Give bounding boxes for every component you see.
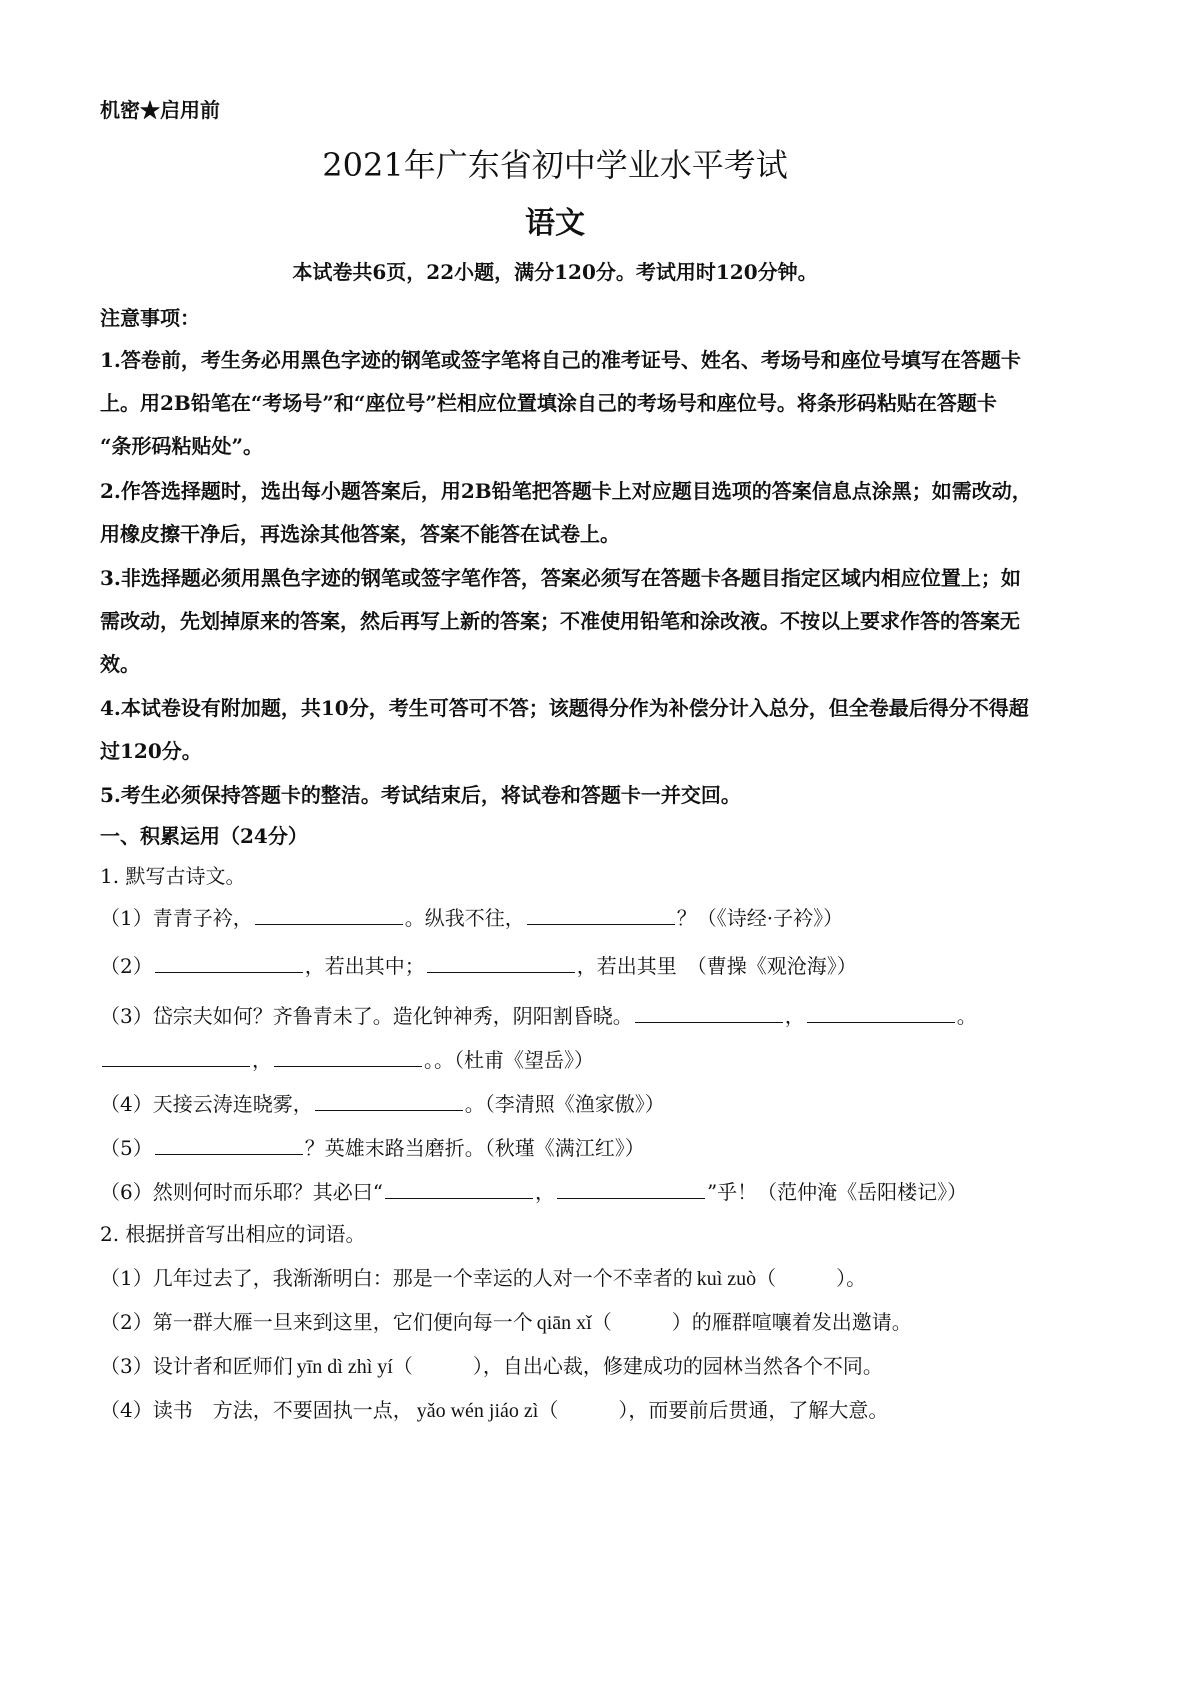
exam-info: 本试卷共6页，22小题，满分120分。考试用时120分钟。 xyxy=(292,260,818,284)
notice-line: 4.本试卷设有附加题，共10分，考生可答可不答；该题得分作为补偿分计入总分，但全卷最后得分不得超 xyxy=(100,696,1029,720)
notice-line: 效。 xyxy=(100,652,140,676)
question-2-stem: 2. 根据拼音写出相应的词语。 xyxy=(100,1222,366,1246)
notice-heading: 注意事项： xyxy=(100,306,200,330)
answer-blank[interactable] xyxy=(255,904,403,925)
notice-line: 需改动，先划掉原来的答案，然后再写上新的答案；不准使用铅笔和涂改液。不按以上要求作答的答案无 xyxy=(100,609,1020,633)
pinyin: kuì zuò xyxy=(696,1268,757,1290)
question-2-item-3: （3）设计者和匠师们 yīn dì zhì yí（ ），自出心裁，修建成功的园林当然各个不同。 xyxy=(100,1354,883,1378)
section-heading: 一、积累运用（24分） xyxy=(100,824,308,848)
question-2-item-2: （2）第一群大雁一旦来到这里，它们便向每一个 qiān xǐ（ ）的雁群喧嚷着发出邀请。 xyxy=(100,1310,912,1334)
question-1-item-3-cont: ， 。。（杜甫《望岳》） xyxy=(100,1044,594,1073)
answer-blank[interactable] xyxy=(315,1090,463,1111)
notice-line: 2.作答选择题时，选出每小题答案后，用2B铅笔把答题卡上对应题目选项的答案信息点涂黑；如需改动， xyxy=(100,479,1032,503)
notice-line: 5.考生必须保持答题卡的整洁。考试结束后，将试卷和答题卡一并交回。 xyxy=(100,783,741,807)
answer-blank[interactable] xyxy=(635,1002,783,1023)
question-1-item-2: （2） ，若出其中； ，若出其里 （曹操《观沧海》） xyxy=(100,954,857,978)
pinyin: yǎo wén jiáo zì xyxy=(416,1400,539,1422)
answer-blank[interactable] xyxy=(427,952,575,973)
question-1-item-3: （3）岱宗夫如何？齐鲁青未了。造化钟神秀，阴阳割昏晓。 ， 。 xyxy=(100,1004,977,1028)
notice-line: 用橡皮擦干净后，再选涂其他答案，答案不能答在试卷上。 xyxy=(100,522,620,546)
confidential-mark: 机密★启用前 xyxy=(100,98,220,122)
question-2-item-4: （4）读书 方法，不要固执一点， yǎo wén jiáo zì（ ），而要前后贯通，了解大意。 xyxy=(100,1398,889,1422)
notice-line: “条形码粘贴处”。 xyxy=(100,434,264,458)
answer-blank[interactable] xyxy=(102,1046,250,1067)
answer-blank[interactable] xyxy=(807,1002,955,1023)
answer-blank[interactable] xyxy=(385,1178,533,1199)
answer-blank[interactable] xyxy=(155,1134,303,1155)
question-2-item-1: （1）几年过去了，我渐渐明白：那是一个幸运的人对一个不幸者的 kuì zuò（ ）。 xyxy=(100,1266,867,1290)
subject-title: 语文 xyxy=(525,206,585,241)
question-1-stem: 1. 默写古诗文。 xyxy=(100,864,246,888)
exam-title: 2021年广东省初中学业水平考试 xyxy=(322,146,788,184)
answer-blank[interactable] xyxy=(274,1046,422,1067)
pinyin: yīn dì zhì yí xyxy=(296,1356,393,1378)
answer-blank[interactable] xyxy=(527,904,675,925)
question-1-item-4: （4）天接云涛连晓雾， 。（李清照《渔家傲》） xyxy=(100,1092,665,1116)
notice-line: 1.答卷前，考生务必用黑色字迹的钢笔或签字笔将自己的准考证号、姓名、考场号和座位号填写在答题卡 xyxy=(100,348,1021,372)
answer-blank[interactable] xyxy=(155,952,303,973)
question-1-item-1: （1）青青子衿， 。纵我不往， ？（《诗经·子衿》） xyxy=(100,906,844,930)
question-1-item-5: （5） ？英雄末路当磨折。（秋瑾《满江红》） xyxy=(100,1136,645,1160)
pinyin: qiān xǐ xyxy=(536,1312,592,1334)
notice-line: 上。用2B铅笔在“考场号”和“座位号”栏相应位置填涂自己的考场号和座位号。将条形码粘贴在答题卡 xyxy=(100,391,997,415)
question-1-item-6: （6）然则何时而乐耶？其必曰“ ， ”乎！（范仲淹《岳阳楼记》） xyxy=(100,1180,968,1204)
notice-line: 3.非选择题必须用黑色字迹的钢笔或签字笔作答，答案必须写在答题卡各题目指定区域内相应位置上；如 xyxy=(100,566,1021,590)
notice-line: 过120分。 xyxy=(100,739,202,763)
answer-blank[interactable] xyxy=(557,1178,705,1199)
